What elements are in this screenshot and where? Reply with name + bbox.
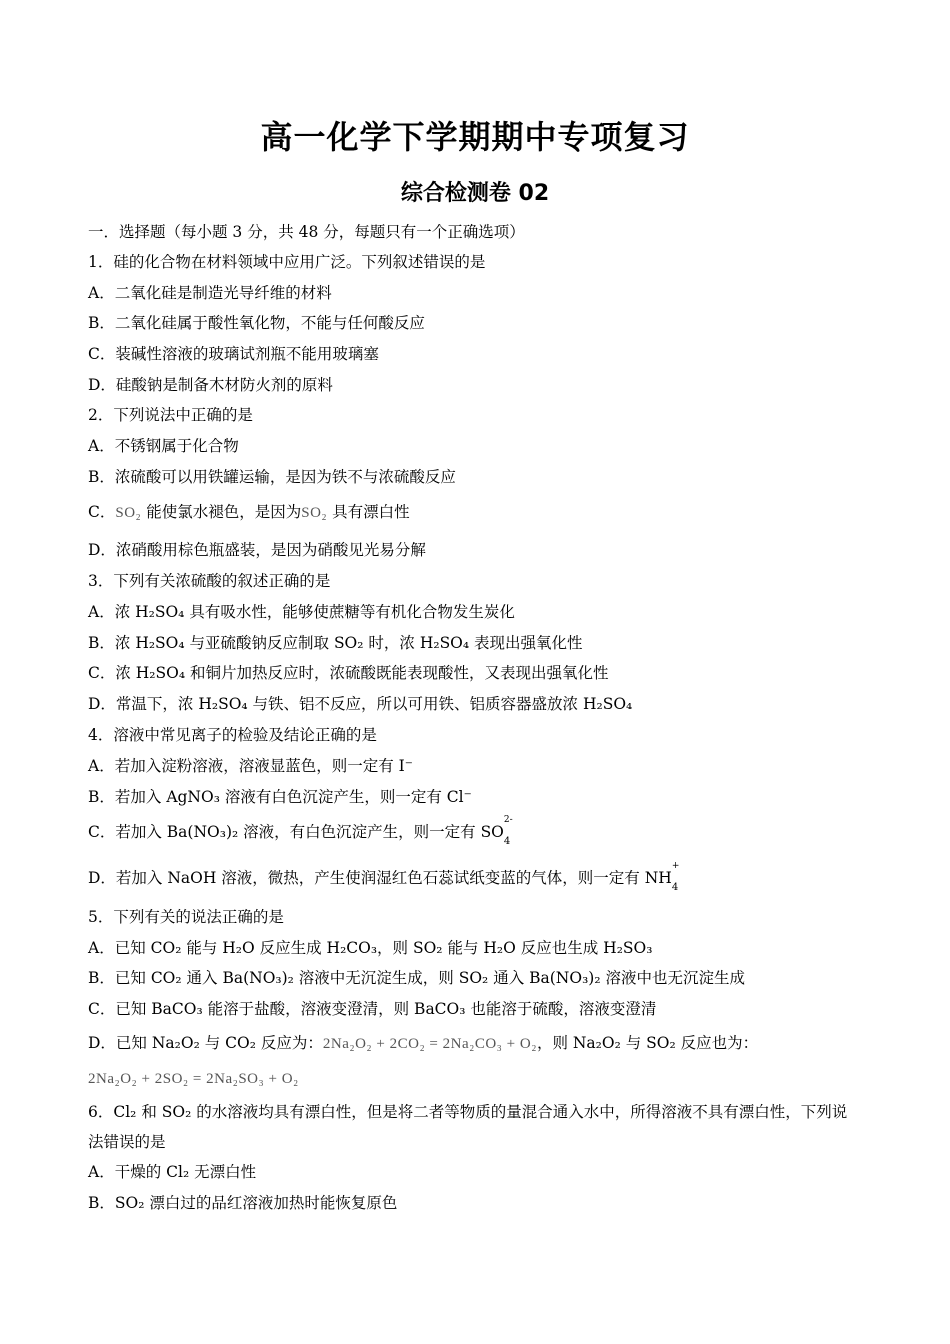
sulfate-ion [503, 815, 513, 848]
page-subtitle: 综合检测卷 02 [400, 181, 550, 206]
q6-stem: 6．Cl₂ 和 SO₂ 的水溶液均具有漂白性，但是将二者等物质的量混合通入水中，所得溶液不具有漂白性，下列说法错误的是 [88, 1103, 848, 1151]
q5-option-b: B．已知 CO₂ 通入 Ba(NO₃)₂ 溶液中无沉淀生成，则 SO₂ 通入 Ba(NO₃)₂ 溶液中也无沉淀生成 [88, 969, 745, 987]
q2-option-b: B．浓硫酸可以用铁罐运输，是因为铁不与浓硫酸反应 [88, 468, 456, 486]
sulfate-subscript: 4 [503, 836, 511, 847]
q2-c-mid: 能使氯水褪色，是因为 [146, 503, 302, 521]
section-heading: 一．选择题（每小题 3 分，共 48 分，每题只有一个正确选项） [88, 223, 525, 241]
q1-option-d: D．硅酸钠是制备木材防火剂的原料 [88, 376, 333, 394]
q2-option-a: A．不锈钢属于化合物 [88, 437, 239, 455]
q2-c-suffix: 具有漂白性 [332, 503, 410, 521]
so2-formula: SO₂ [115, 505, 142, 521]
q1-stem: 1．硅的化合物在材料领域中应用广泛。下列叙述错误的是 [88, 253, 486, 271]
q1-option-a: A．二氧化硅是制造光导纤维的材料 [88, 284, 332, 302]
q3-option-a: A．浓 H₂SO₄ 具有吸水性，能够使蔗糖等有机化合物发生炭化 [88, 603, 515, 621]
q1-option-b: B．二氧化硅属于酸性氧化物，不能与任何酸反应 [88, 314, 425, 332]
q2-stem: 2．下列说法中正确的是 [88, 406, 253, 424]
q1-option-c: C．装碱性溶液的玻璃试剂瓶不能用玻璃塞 [88, 345, 379, 363]
ammonium-subscript: 4 [671, 882, 679, 893]
q5-option-c: C．已知 BaCO₃ 能溶于盐酸，溶液变澄清，则 BaCO₃ 也能溶于硫酸，溶液变澄清 [88, 1000, 657, 1018]
q5-stem: 5．下列有关的说法正确的是 [88, 908, 284, 926]
page-title: 高一化学下学期期中专项复习 [260, 118, 690, 156]
sulfate-charge: 2- [503, 815, 513, 825]
q6-option-b: B．SO₂ 漂白过的品红溶液加热时能恢复原色 [88, 1194, 398, 1212]
q4-c-text: C．若加入 Ba(NO₃)₂ 溶液，有白色沉淀产生，则一定有 SO [88, 823, 504, 841]
q5-d-prefix: D．已知 Na₂O₂ 与 CO₂ 反应为： [88, 1034, 323, 1052]
q3-option-d: D．常温下，浓 H₂SO₄ 与铁、铝不反应，所以可用铁、铝质容器盛放浓 H₂SO₄ [88, 695, 633, 713]
q2-option-c [88, 502, 410, 523]
ammonium-charge: + [671, 861, 680, 871]
q4-option-d [88, 861, 680, 894]
q4-stem: 4．溶液中常见离子的检验及结论正确的是 [88, 726, 377, 744]
so2-formula-2: SO₂ [301, 505, 328, 521]
q3-stem: 3．下列有关浓硫酸的叙述正确的是 [88, 572, 331, 590]
q2-option-d: D．浓硝酸用棕色瓶盛装，是因为硝酸见光易分解 [88, 541, 426, 559]
q5-option-d [88, 1033, 758, 1054]
ammonium-ion [671, 861, 680, 894]
q4-option-c [88, 815, 513, 848]
q3-option-c: C．浓 H₂SO₄ 和铜片加热反应时，浓硫酸既能表现酸性，又表现出强氧化性 [88, 664, 609, 682]
q4-option-b: B．若加入 AgNO₃ 溶液有白色沉淀产生，则一定有 Cl⁻ [88, 788, 472, 806]
equation-so2: 2Na₂O₂ + 2SO₂ = 2Na₂SO₃ + O₂ [88, 1071, 299, 1087]
q5-option-a: A．已知 CO₂ 能与 H₂O 反应生成 H₂CO₃，则 SO₂ 能与 H₂O 反应也生成 H₂SO₃ [88, 939, 653, 957]
q5-d-suffix: ，则 Na₂O₂ 与 SO₂ 反应也为： [536, 1034, 759, 1052]
q2-c-label: C． [88, 503, 116, 521]
q4-option-a: A．若加入淀粉溶液，溶液显蓝色，则一定有 I⁻ [88, 757, 413, 775]
equation-co2: 2Na₂O₂ + 2CO₂ = 2Na₂CO₃ + O₂ [322, 1036, 537, 1052]
q3-option-b: B．浓 H₂SO₄ 与亚硫酸钠反应制取 SO₂ 时，浓 H₂SO₄ 表现出强氧化性 [88, 634, 583, 652]
q4-d-text: D．若加入 NaOH 溶液，微热，产生使润湿红色石蕊试纸变蓝的气体，则一定有 NH [88, 869, 672, 887]
q6-option-a: A．干燥的 Cl₂ 无漂白性 [88, 1163, 257, 1181]
